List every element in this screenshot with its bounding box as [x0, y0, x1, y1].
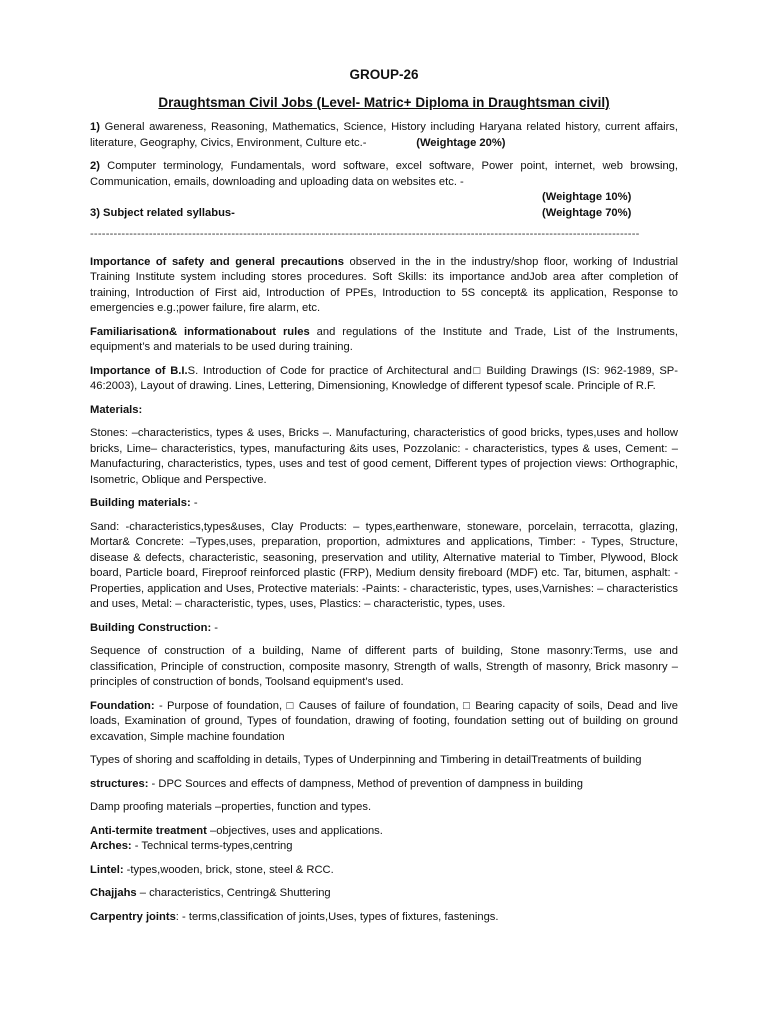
weightage-item-1	[90, 120, 678, 151]
document-page	[90, 66, 678, 925]
rules-heading: Familiarisation& informationabout rules	[90, 325, 310, 338]
weightage-label: (Weightage 70%)	[542, 206, 632, 219]
building-materials-heading	[90, 496, 678, 512]
carpentry-heading: Carpentry joints	[90, 910, 176, 923]
safety-paragraph	[90, 255, 678, 317]
lintel-text: -types,wooden, brick, stone, steel & RCC.	[123, 863, 334, 876]
item-number: 1)	[90, 121, 100, 133]
weightage-line	[90, 190, 678, 206]
materials-heading	[90, 403, 678, 419]
weightage-item-2	[90, 159, 678, 190]
building-materials-label: Building materials:	[90, 497, 191, 509]
carpentry-paragraph	[90, 910, 678, 926]
chajjahs-heading: Chajjahs	[90, 887, 137, 899]
rules-paragraph	[90, 325, 678, 356]
arches-paragraph	[90, 839, 678, 855]
item-number: 2)	[90, 160, 100, 172]
weightage-label: (Weightage 20%)	[416, 136, 506, 149]
building-construction-label: Building Construction:	[90, 621, 212, 634]
heading-suffix: -	[211, 621, 219, 634]
safety-text: observed in the in the industry/shop floor, working of Industrial Training Institute system including stores procedures. Soft Skills: its importance andJob area after completion of training, Introduction of First aid, Introduction of PPEs, Introduction to 5S concept& its application, Response to emergencies e.g.;power failure, fire alarm, etc.	[90, 255, 678, 314]
arches-heading: Arches:	[90, 840, 132, 852]
bis-heading: Importance of B.I.	[90, 364, 188, 377]
weightage-item-3	[90, 206, 678, 222]
structures-text: - DPC Sources and effects of dampness, Method of prevention of dampness in building	[148, 777, 583, 790]
safety-heading: Importance of safety and general precautions	[90, 255, 344, 268]
damp-proofing-paragraph: Damp proofing materials –properties, function and types.	[90, 801, 372, 813]
anti-termite-paragraph	[90, 824, 678, 840]
materials-paragraph: Stones: –characteristics, types & uses, Bricks –. Manufacturing, characteristics of good bricks, types,uses and hollow bricks, Lime– characteristics, types, manufacturing &its uses, Pozzolanic: - characteristics, types & uses, Cement: – Manufacturing, characteristics, types, uses and test of good cement, Different types of projection views: Orthographic, Isometric, Oblique and Perspective.	[90, 427, 678, 486]
foundation-heading: Foundation:	[90, 699, 155, 712]
rules-text: and regulations of the Institute and Trade, List of the Instruments, equipment’s and materials to be used during training.	[90, 325, 679, 353]
chajjahs-text: – characteristics, Centring& Shuttering	[136, 887, 331, 899]
heading-suffix: -	[190, 497, 198, 509]
chajjahs-paragraph	[90, 886, 678, 902]
weightage-label: (Weightage 10%)	[542, 191, 632, 203]
group-title: GROUP-26	[349, 67, 419, 82]
building-construction-paragraph: Sequence of construction of a building, Name of different parts of building, Stone masonry:Terms, use and classification, Principle of construction, composite masonry, Strength of walls, Strength of masonry, Brick masonry – principles of construction of bonds, Toolsand equipment’s used.	[90, 645, 678, 688]
bis-text: S. Introduction of Code for practice of Architectural and□ Building Drawings (IS: 962-1989, SP-46:2003), Layout of drawing. Lines, Lettering, Dimensioning, Knowledge of different typesof scale. Principle of R.F.	[90, 364, 678, 392]
shoring-paragraph: Types of shoring and scaffolding in details, Types of Underpinning and Timbering in detailTreatments of building	[90, 754, 642, 766]
anti-termite-text: –objectives, uses and applications.	[206, 824, 383, 837]
building-materials-paragraph: Sand: -characteristics,types&uses, Clay Products: – types,earthenware, stoneware, porcelain, terracotta, glazing, Mortar& Concrete: –Types,uses, preparation, proportion, admixtures and applications, Timber: - Types, Structure, disease & defects, characteristic, seasoning, preservation and utility, Alternative material to Timber, Plywood, Block board, Particle board, Fireproof reinforced plastic (FRP), Medium density fireboard (MDF) etc. Tar, bitumen, asphalt: -Properties, application and Uses, Protective materials: -Paints: - characteristic, types, uses,Varnishes: – characteristics and uses, Metal: – characteristic, types, uses, Plastics: – characteristic, types, uses.	[90, 520, 678, 610]
document-subtitle: Draughtsman Civil Jobs (Level- Matric+ Diploma in Draughtsman civil)	[158, 95, 610, 110]
materials-heading-label: Materials:	[90, 403, 143, 416]
arches-text: - Technical terms-types,centring	[131, 840, 293, 852]
bis-paragraph	[90, 364, 678, 395]
building-construction-heading	[90, 621, 678, 637]
item-text: Computer terminology, Fundamentals, word software, excel software, Power point, internet, web browsing, Communication, emails, downloading and uploading data on websites etc. -	[90, 160, 679, 188]
foundation-paragraph	[90, 699, 678, 746]
structures-heading: structures:	[90, 777, 149, 790]
lintel-heading: Lintel:	[90, 863, 124, 876]
structures-paragraph	[90, 777, 678, 793]
anti-termite-heading: Anti-termite treatment	[90, 824, 207, 837]
lintel-paragraph	[90, 863, 678, 879]
foundation-text: - Purpose of foundation, □ Causes of failure of foundation, □ Bearing capacity of soils, Dead and live loads, Examination of ground, Types of foundation, drawing of footing, foundation setting out of building on ground excavation, Simple machine foundation	[90, 699, 678, 743]
item-label: 3) Subject related syllabus-	[90, 206, 235, 219]
item-text: General awareness, Reasoning, Mathematics, Science, History including Haryana related history, current affairs, literature, Geography, Civics, Environment, Culture etc.-	[90, 121, 678, 149]
carpentry-text: : - terms,classification of joints,Uses, types of fixtures, fastenings.	[175, 910, 499, 923]
divider-line: --------------------------------------------------------------------------------------------------------------------------------------------	[90, 228, 640, 240]
